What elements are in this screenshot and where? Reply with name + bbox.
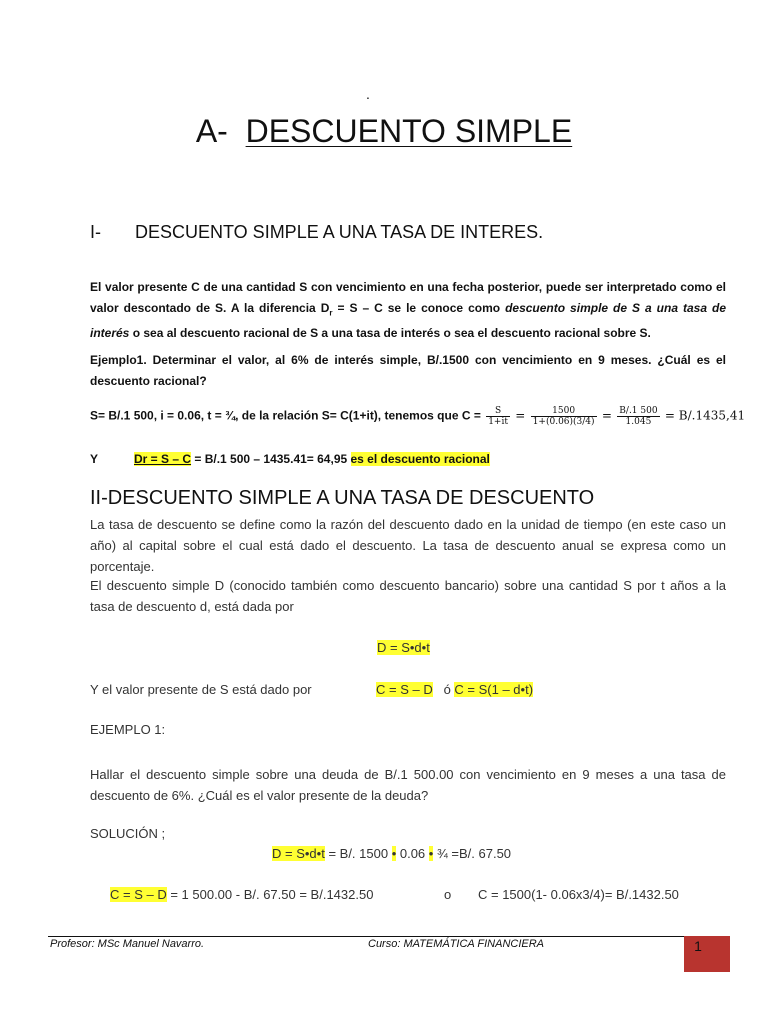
formula-c2: C = S(1 – d•t) [454,682,534,697]
example1-text: Ejemplo1. Determinar el valor, al 6% de interés simple, B/.1500 con vencimiento en 9 meses. ¿Cuál es el descuento racional? [90,353,726,388]
title-prefix: A- [195,113,228,149]
fraction-3 [617,406,659,427]
sol-d-part-a: = B/. 1500 [324,846,392,861]
section1-number: I- [90,222,101,242]
intro-text-3: o sea al descuento racional de S a una tasa de interés o sea el descuento racional sobre S. [129,326,651,341]
sol-d-part-c: ¾ =B/. 67.50 [433,846,512,861]
footer-professor: Profesor: MSc Manuel Navarro. [50,938,205,950]
formula-result: = B/.1435,41 [664,408,746,423]
section2-heading: II-DESCUENTO SIMPLE A UNA TASA DE DESCUENTO [90,487,595,509]
fraction-1 [486,406,510,427]
title-main: DESCUENTO SIMPLE [245,113,573,149]
frac1-den: 1+it [488,417,508,427]
solution-c-line [110,887,373,902]
section2-paragraph-1: La tasa de descuento se define como la razón del descuento dado en la unidad de tiempo (en este caso un año) al capital sobre el cual está dado el descuento. La tasa de descuento anual se expresa como un porcentaje. [90,517,726,574]
sol-d-dot-1: • [391,846,397,861]
formula-d [377,640,430,655]
dr-conclusion: es el descuento racional [350,452,490,466]
page-title [0,113,768,150]
sol-d-part-b: 0.06 [396,846,429,861]
section2-paragraph-2: El descuento simple D (conocido también como descuento bancario) sobre una cantidad S por t años a la tasa de descuento d, está dada por [90,578,726,614]
sol-c-rest: = 1 500.00 - B/. 67.50 = B/.1432.50 [166,887,374,902]
intro-paragraph [90,277,726,344]
section1-heading [90,222,544,243]
frac3-num: B/.1 500 [619,406,658,416]
frac3-den: 1.045 [625,417,652,427]
formula-d-highlight: D = S•d•t [377,640,430,655]
sol-c-alternative: C = 1500(1- 0.06x3/4)= B/.1432.50 [478,887,679,902]
intro-sub: r [329,308,333,318]
solucion-label: SOLUCIÓN ; [90,826,166,841]
fraction-2 [531,406,597,427]
present-value-text: Y el valor presente de S está dado por [90,682,312,697]
frac2-num: 1500 [531,406,597,417]
sol-d-highlight: D = S•d•t [272,846,325,861]
y-label: Y [90,452,99,466]
sol-o: o [444,887,452,902]
intro-text-2: = S – C se le conoce como [332,301,506,315]
equals-2: = [601,408,612,423]
or-text: ó [443,682,451,697]
equals-1: = [515,408,526,423]
solution-d-line [272,846,511,861]
sol-c-highlight: C = S – D [110,887,167,902]
footer-course: Curso: MATEMÁTICA FINANCIERA [368,938,545,950]
dr-calc: = B/.1 500 – 1435.41= 64,95 [191,452,351,466]
ejemplo-problem: Hallar el descuento simple sobre una deuda de B/.1 500.00 con vencimiento en 9 meses a una tasa de descuento de 6%. ¿Cuál es el valor presente de la deuda? [90,767,726,803]
formula-c1: C = S – D [376,682,433,697]
page-number: 1 [694,938,702,954]
formula-lead: S= B/.1 500, i = 0.06, t = ¾, de la relación S= C(1+it), tenemos que C = [90,408,481,423]
formula-c-line [376,682,533,697]
dr-line [134,452,490,466]
footer-divider [48,936,728,937]
dr-highlight: Dr = S – C [134,452,192,466]
section1-title: DESCUENTO SIMPLE A UNA TASA DE INTERES. [135,222,544,242]
sol-d-dot-2: • [428,846,434,861]
intro-italic: descuento simple de S a una tasa de interés [90,301,726,341]
intro-text-1: El valor presente C de una cantidad S con vencimiento en una fecha posterior, puede ser interpretado como el valor descontado de S. A la diferencia D [90,280,726,315]
frac2-den: 1+(0.06)(3/4) [532,417,595,427]
ejemplo-label: EJEMPLO 1: [90,722,166,737]
header-dot: . [366,86,370,102]
frac1-num: S [486,406,510,417]
example1-formula [90,406,745,427]
